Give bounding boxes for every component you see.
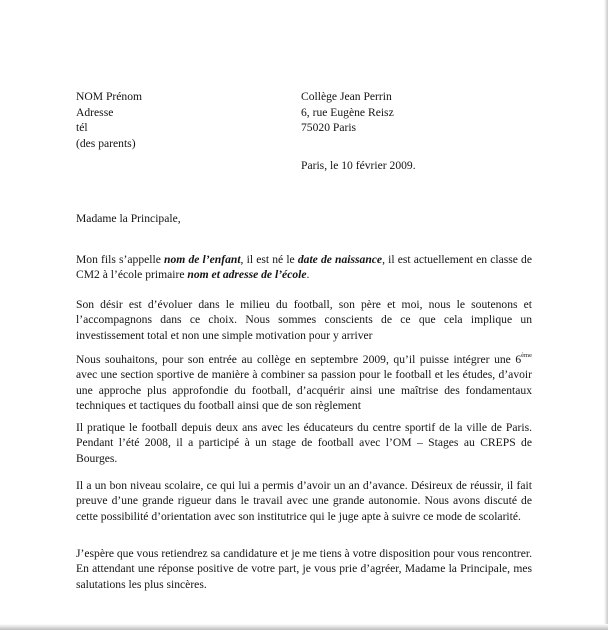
sender-note: (des parents) bbox=[76, 136, 136, 150]
letter-date: Paris, le 10 février 2009. bbox=[301, 159, 416, 172]
ordinal-suffix: ème bbox=[521, 352, 532, 359]
paragraph-request bbox=[76, 352, 532, 414]
paragraph-experience: Il pratique le football depuis deux ans avec les éducateurs du centre sportif de la ville de Paris. Pendant l’été 2008, il a participé à un stage de football avec l’OM – Stages au CREPS de Bourges. bbox=[76, 421, 532, 465]
paragraph-closing: J’espère que vous retiendrez sa candidature et je me tiens à votre disposition pour vous rencontrer. En attendant une réponse positive de votre part, je vous prie d’agréer, Madame la Principale, mes salutations les plus sincères. bbox=[76, 547, 532, 591]
recipient-block bbox=[301, 89, 541, 136]
paragraph-intro-text-3: , il est actuellement en classe de CM2 à l’école primaire bbox=[76, 253, 532, 282]
page-edge-right bbox=[604, 0, 608, 630]
paragraph-request-text-2: avec une section sportive de manière à combiner sa passion pour le football et les études, d’avoir une approche plus approfondie du football, d’acquérir ainsi une maîtrise des fondamentaux techniques et tactiques du football ainsi que de son règlement bbox=[76, 368, 532, 413]
sender-block bbox=[76, 89, 276, 151]
page-edge-bottom bbox=[0, 624, 608, 630]
paragraph-motivation: Son désir est d’évoluer dans le milieu du football, son père et moi, nous le soutenons et l’accompagnons dans ce choix. Nous sommes conscients de ce que cela implique un investissement total et non une simple motivation pour y arriver bbox=[76, 298, 532, 342]
sender-phone: tél bbox=[76, 121, 88, 135]
paragraph-intro bbox=[76, 252, 532, 283]
sender-address: Adresse bbox=[76, 105, 114, 119]
child-name-placeholder: nom de l’enfant bbox=[164, 253, 241, 266]
salutation: Madame la Principale, bbox=[76, 212, 181, 225]
paragraph-intro-text-1: Mon fils s’appelle bbox=[76, 253, 165, 266]
school-info-placeholder: nom et adresse de l’école bbox=[187, 268, 307, 282]
paragraph-intro-text-2: , il est né le bbox=[240, 253, 298, 266]
paragraph-academics: Il a un bon niveau scolaire, ce qui lui a permis d’avoir un an d’avance. Désireux de réussir, il fait preuve d’une grande rigueur dans le travail avec une grande autonomie. Nous avons discuté de cette possibilité d’orientation avec son institutrice qui le juge apte à suivre ce mode de scolarité. bbox=[76, 479, 532, 523]
paragraph-request-text-1: Nous souhaitons, pour son entrée au collège en septembre 2009, qu’il puisse intégrer une 6 bbox=[76, 353, 522, 366]
recipient-street: 6, rue Eugène Reisz bbox=[301, 105, 394, 119]
birth-date-placeholder: date de naissance bbox=[297, 253, 383, 266]
sender-name: NOM Prénom bbox=[76, 90, 143, 103]
paragraph-intro-text-4: . bbox=[306, 268, 310, 282]
recipient-city: 75020 Paris bbox=[301, 121, 357, 135]
recipient-school: Collège Jean Perrin bbox=[301, 90, 392, 103]
